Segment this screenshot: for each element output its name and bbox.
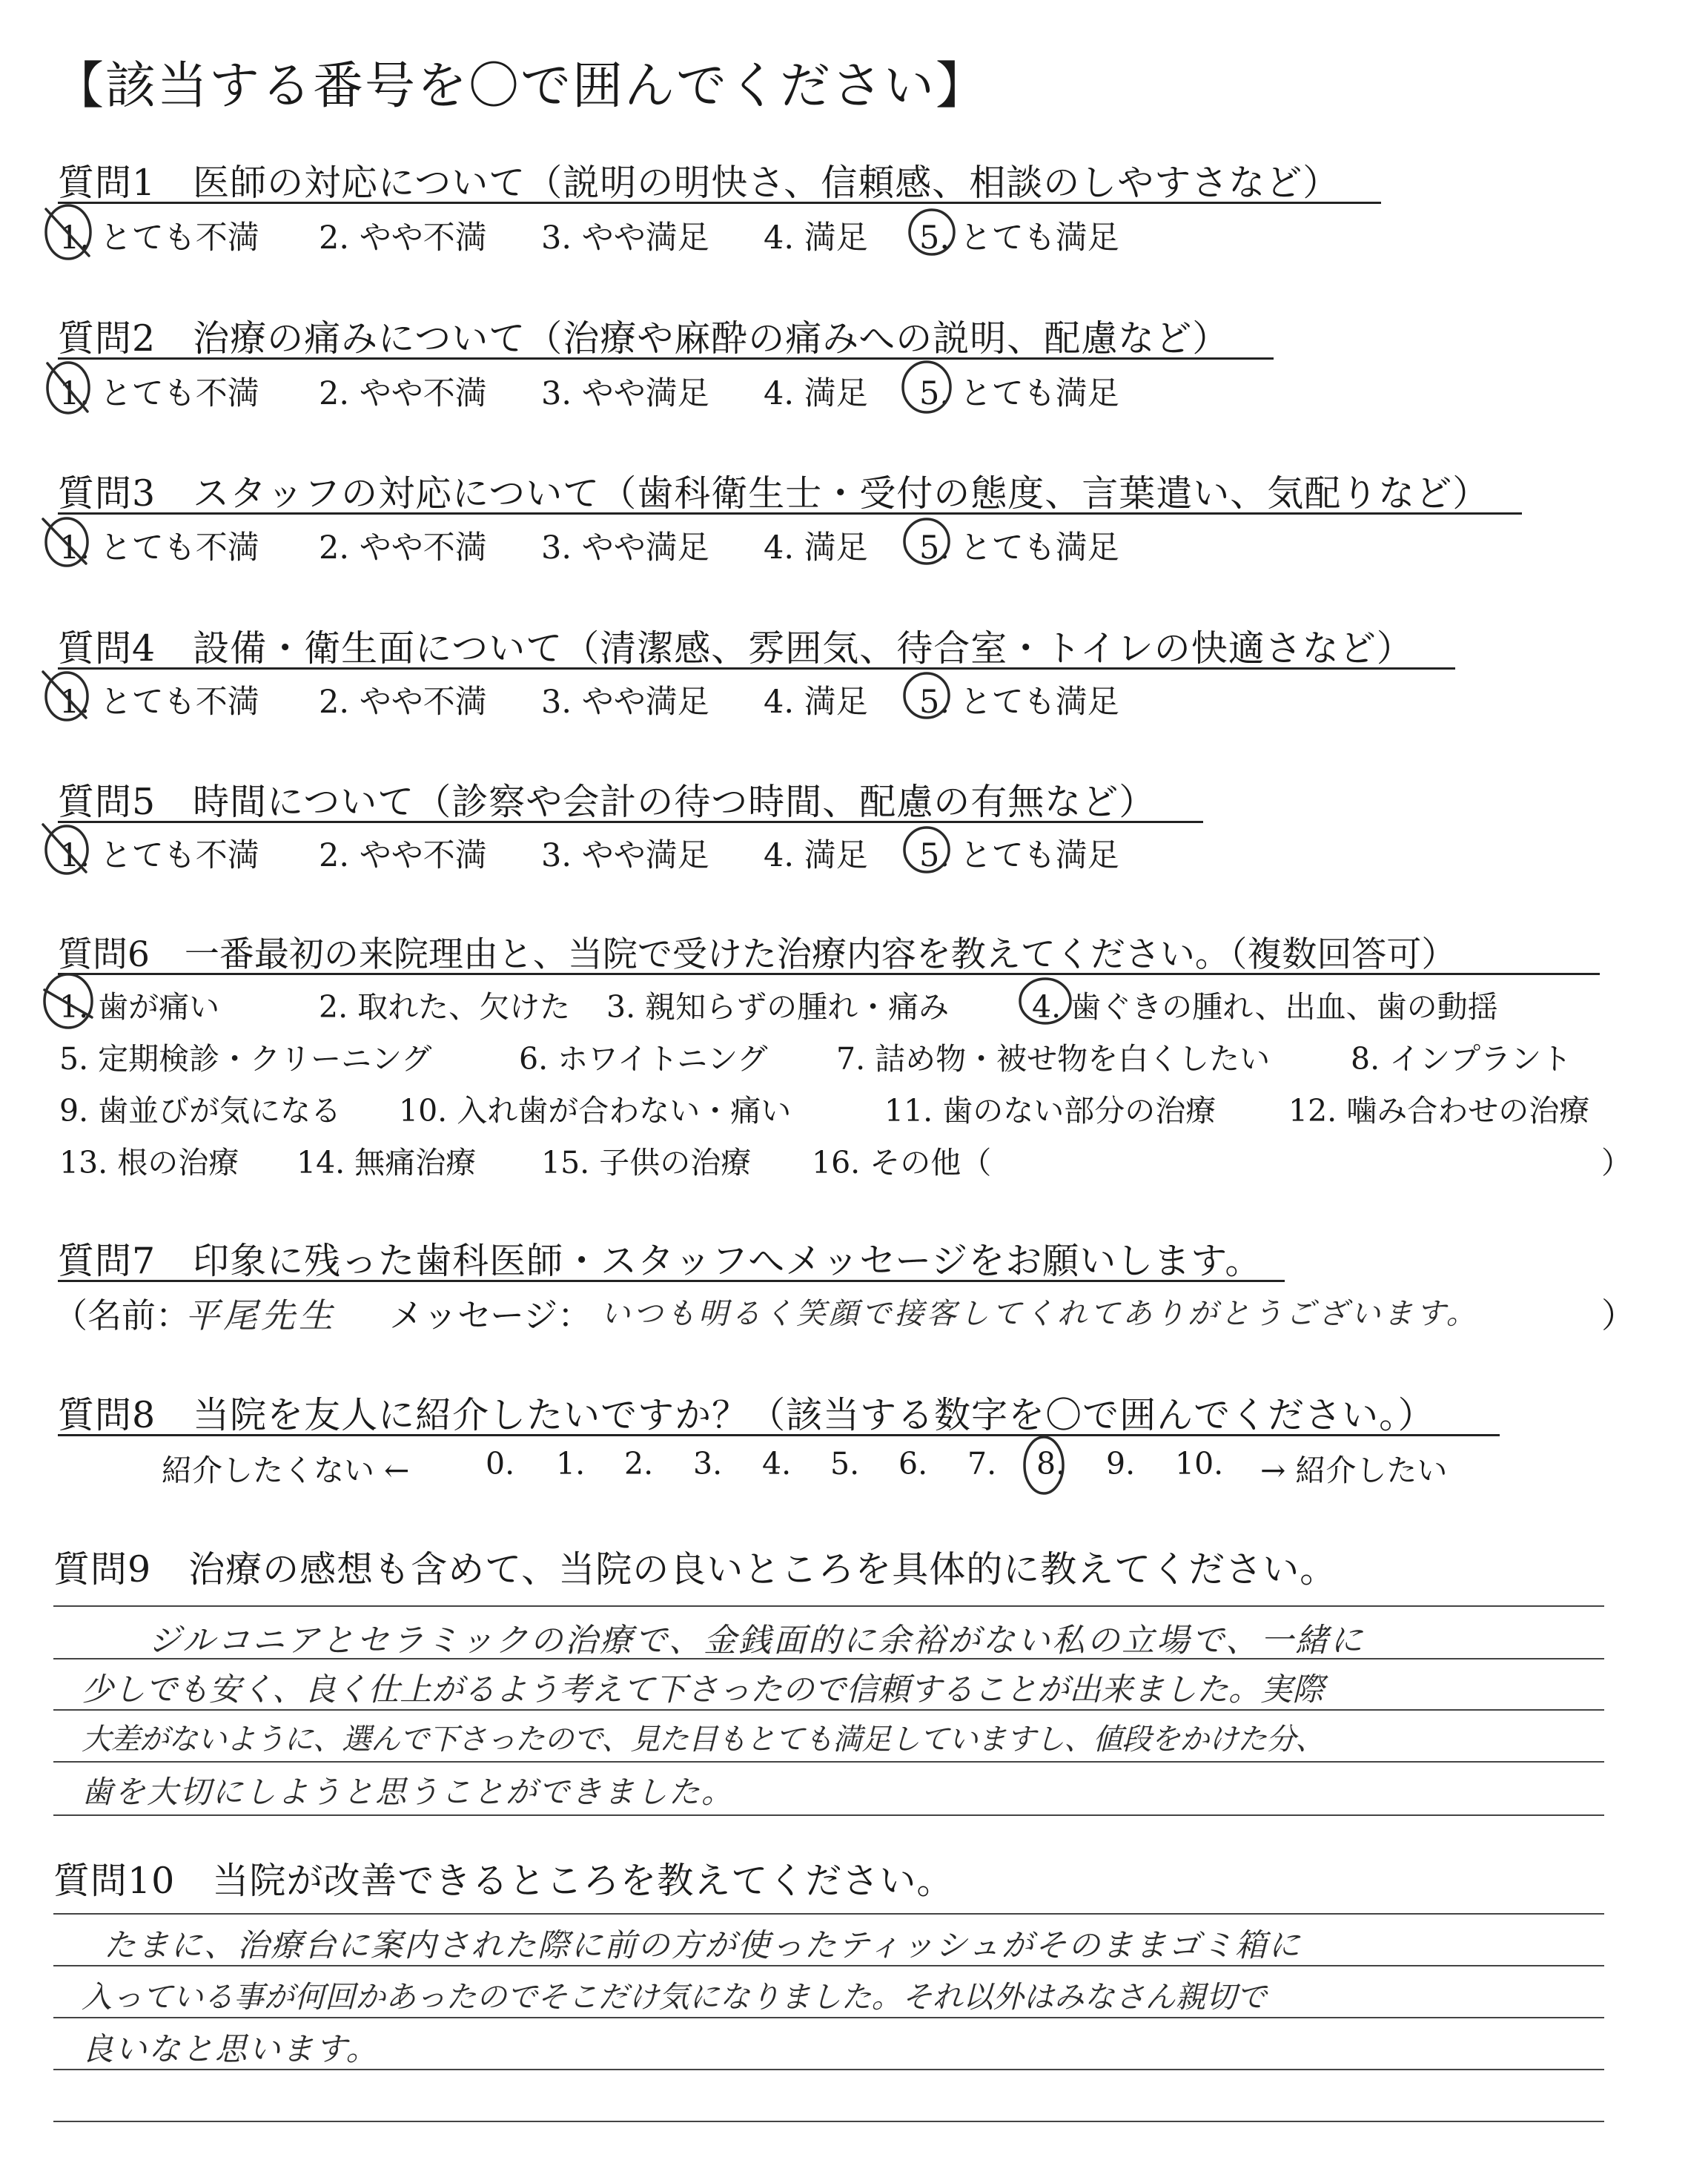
q5-option-1[interactable]: 1. とても不満 <box>59 837 259 874</box>
q3-underline <box>58 512 1522 515</box>
q4-option-2[interactable]: 2. やや不満 <box>319 684 487 721</box>
q4-underline <box>58 667 1455 670</box>
q8-number-5[interactable]: 5. <box>830 1446 860 1482</box>
q1-title: 質問1 医師の対応について（説明の明快さ、信頼感、相談のしやすさなど） <box>58 162 1340 204</box>
q2-title: 質問2 治療の痛みについて（治療や麻酔の痛みへの説明、配慮など） <box>58 317 1230 360</box>
q6-option-2[interactable]: 2. 取れた、欠けた <box>319 989 571 1025</box>
q7-title: 質問7 印象に残った歯科医師・スタッフへメッセージをお願いします。 <box>58 1240 1262 1282</box>
q9-writing-line <box>53 1761 1604 1763</box>
q8-number-7[interactable]: 7. <box>967 1446 997 1482</box>
q6-option-6[interactable]: 6. ホワイトニング <box>519 1041 768 1077</box>
q1-option-3[interactable]: 3. やや満足 <box>541 219 709 257</box>
q5-underline <box>58 821 1203 823</box>
q8-number-10[interactable]: 10. <box>1175 1446 1224 1482</box>
q5-option-2[interactable]: 2. やや不満 <box>319 837 487 874</box>
q3-option-5[interactable]: 5. とても満足 <box>919 529 1119 567</box>
q4-option-5[interactable]: 5. とても満足 <box>919 684 1119 721</box>
q3-option-1[interactable]: 1. とても不満 <box>59 529 259 567</box>
q1-option-2[interactable]: 2. やや不満 <box>319 219 487 257</box>
q10-writing-line <box>53 2017 1604 2018</box>
q2-option-5[interactable]: 5. とても満足 <box>919 375 1119 412</box>
q8-number-9[interactable]: 9. <box>1106 1446 1136 1482</box>
q6-option-4[interactable]: 4. 歯ぐきの腫れ、出血、歯の動揺 <box>1032 989 1498 1025</box>
q6-option-13[interactable]: 13. 根の治療 <box>59 1145 239 1180</box>
q4-option-1[interactable]: 1. とても不満 <box>59 684 259 721</box>
q9-answer-line[interactable]: 大差がないように、選んで下さったので、見た目もとても満足していますし、値段をかけた分、 <box>82 1723 1325 1757</box>
q6-option-14[interactable]: 14. 無痛治療 <box>297 1145 477 1180</box>
q1-option-5[interactable]: 5. とても満足 <box>919 219 1119 257</box>
q9-answer-line[interactable]: 歯を大切にしようと思うことができました。 <box>82 1774 735 1810</box>
q6-option-16[interactable]: 16. その他（ <box>812 1145 992 1180</box>
q3-option-4[interactable]: 4. 満足 <box>764 529 868 567</box>
q8-underline <box>58 1434 1500 1436</box>
q4-option-3[interactable]: 3. やや満足 <box>541 684 709 721</box>
q8-number-0[interactable]: 0. <box>486 1446 515 1482</box>
q10-answer-line[interactable]: 良いなと思います。 <box>82 2031 380 2068</box>
q6-other-close: ） <box>1601 1145 1632 1180</box>
q2-option-3[interactable]: 3. やや満足 <box>541 375 709 412</box>
q1-option-1[interactable]: 1. とても不満 <box>59 219 259 257</box>
q8-left-label: 紹介したくない ← <box>162 1453 410 1488</box>
q6-option-5[interactable]: 5. 定期検診・クリーニング <box>59 1041 432 1077</box>
q10-writing-line <box>53 1913 1604 1915</box>
q7-message-label: メッセージ： <box>389 1295 592 1335</box>
q9-writing-line <box>53 1814 1604 1816</box>
q7-close: ） <box>1601 1295 1635 1335</box>
q5-option-5[interactable]: 5. とても満足 <box>919 837 1119 874</box>
q10-title: 質問10 当院が改善できるところを教えてください。 <box>53 1860 954 1902</box>
q7-name-value[interactable]: 平尾先生 <box>185 1295 337 1335</box>
q3-title: 質問3 スタッフの対応について（歯科衛生士・受付の態度、言葉遣い、気配りなど） <box>58 472 1490 515</box>
q5-title: 質問5 時間について（診察や会計の待つ時間、配慮の有無など） <box>58 781 1156 823</box>
q10-answer-line[interactable]: たまに、治療台に案内された際に前の方が使ったティッシュがそのままゴミ箱に <box>104 1927 1302 1964</box>
form-header: 【該当する番号を〇で囲んでください】 <box>53 57 988 116</box>
q5-option-3[interactable]: 3. やや満足 <box>541 837 709 874</box>
q6-underline <box>58 973 1600 975</box>
q9-answer-line[interactable]: 少しでも安く、良く仕上がるよう考えて下さったので信頼することが出来ました。実際 <box>82 1671 1325 1708</box>
q6-option-1[interactable]: 1. 歯が痛い <box>59 989 220 1025</box>
q8-number-8[interactable]: 8. <box>1036 1446 1066 1482</box>
q8-number-6[interactable]: 6. <box>898 1446 928 1482</box>
q8-title: 質問8 当院を友人に紹介したいですか？（該当する数字を〇で囲んでください。） <box>58 1394 1435 1436</box>
q1-option-4[interactable]: 4. 満足 <box>764 219 868 257</box>
q2-underline <box>58 357 1274 360</box>
q7-name-label: （名前： <box>53 1295 190 1335</box>
q6-title: 質問6 一番最初の来院理由と、当院で受けた治療内容を教えてください。（複数回答可） <box>58 934 1457 975</box>
q2-option-4[interactable]: 4. 満足 <box>764 375 868 412</box>
q6-option-10[interactable]: 10. 入れ歯が合わない・痛い <box>399 1093 792 1129</box>
q6-option-3[interactable]: 3. 親知らずの腫れ・痛み <box>606 989 950 1025</box>
q2-option-1[interactable]: 1. とても不満 <box>59 375 259 412</box>
q6-option-8[interactable]: 8. インプラント <box>1351 1041 1572 1077</box>
q9-answer-line[interactable]: ジルコニアとセラミックの治療で、金銭面的に余裕がない私の立場で、一緒に <box>148 1622 1366 1659</box>
q6-option-11[interactable]: 11. 歯のない部分の治療 <box>884 1093 1217 1129</box>
q3-option-3[interactable]: 3. やや満足 <box>541 529 709 567</box>
q8-number-3[interactable]: 3. <box>693 1446 723 1482</box>
q2-option-2[interactable]: 2. やや不満 <box>319 375 487 412</box>
q10-writing-line <box>53 2121 1604 2122</box>
q8-right-label: → 紹介したい <box>1260 1453 1448 1488</box>
q4-option-4[interactable]: 4. 満足 <box>764 684 868 721</box>
q10-answer-line[interactable]: 入っている事が何回かあったのでそこだけ気になりました。それ以外はみなさん親切で <box>82 1979 1267 2015</box>
q9-writing-line <box>53 1605 1604 1607</box>
q7-underline <box>58 1280 1285 1282</box>
q7-message-value[interactable]: いつも明るく笑顔で接客してくれてありがとうございます。 <box>600 1297 1479 1331</box>
q4-title: 質問4 設備・衛生面について（清潔感、雰囲気、待合室・トイレの快適さなど） <box>58 627 1414 670</box>
q9-title: 質問9 治療の感想も含めて、当院の良いところを具体的に教えてください。 <box>53 1548 1337 1591</box>
q6-option-7[interactable]: 7. 詰め物・被せ物を白くしたい <box>836 1041 1271 1077</box>
q8-number-4[interactable]: 4. <box>762 1446 792 1482</box>
q8-number-1[interactable]: 1. <box>556 1446 586 1482</box>
q6-option-9[interactable]: 9. 歯並びが気になる <box>59 1093 342 1129</box>
q5-option-4[interactable]: 4. 満足 <box>764 837 868 874</box>
q1-underline <box>58 202 1381 204</box>
q6-option-15[interactable]: 15. 子供の治療 <box>541 1145 752 1180</box>
q8-number-2[interactable]: 2. <box>624 1446 654 1482</box>
q6-option-12[interactable]: 12. 噛み合わせの治療 <box>1288 1093 1590 1129</box>
q3-option-2[interactable]: 2. やや不満 <box>319 529 487 567</box>
